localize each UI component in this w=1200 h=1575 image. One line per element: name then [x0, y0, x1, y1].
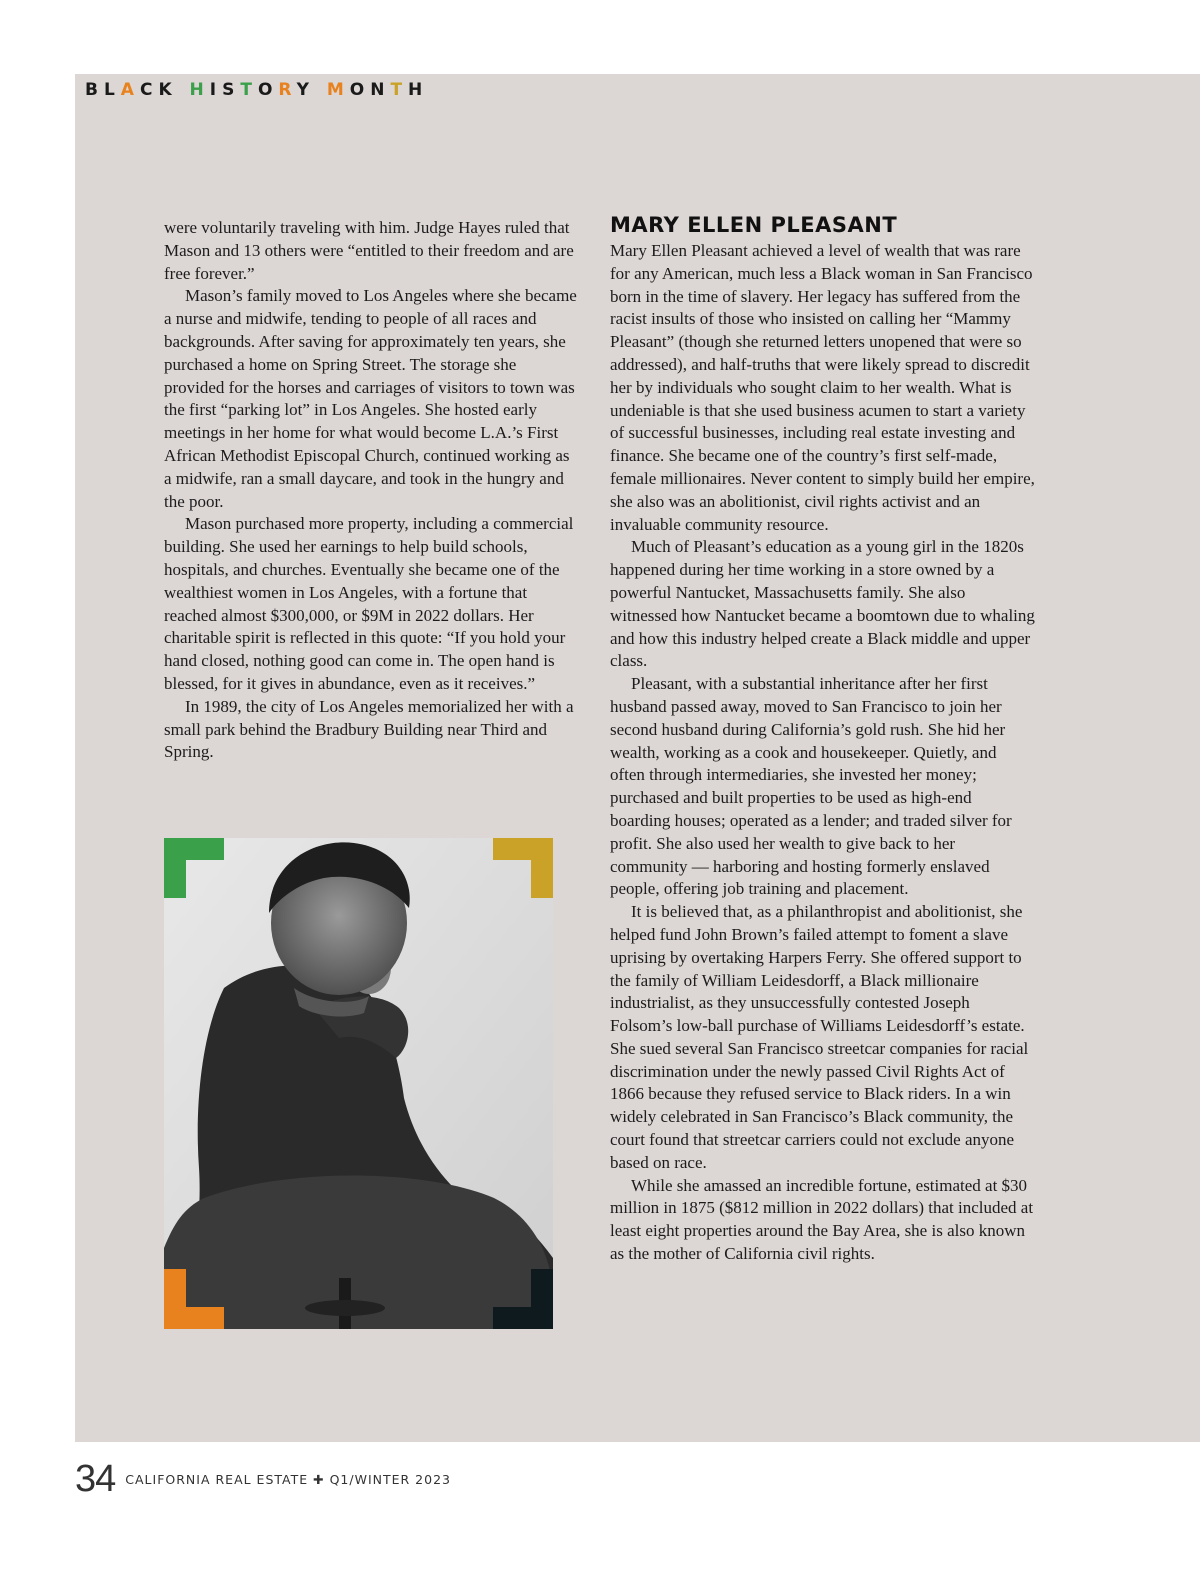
- paragraph: It is believed that, as a philanthropist and abolitionist, she helped fund John Brown’s failed attempt to foment a slave uprising by overtaking Harpers Ferry. She offered support to the family of William Leidesdorff, a Black millionaire industrialist, as they unsuccessfully contested Joseph Folsom’s low-ball purchase of Williams Leidesdorff’s estate. She sued several San Francisco streetcar companies for racial discrimination under the newly passed Civil Rights Act of 1866 because they refused service to Black riders. In a win widely celebrated in San Francisco’s Black community, the court found that streetcar carriers could not exclude anyone based on race.: [610, 902, 1029, 1172]
- paragraph: While she amassed an incredible fortune, estimated at $30 million in 1875 ($812 million in 2022 dollars) that included at least eight properties around the Bay Area, she is also known as the mother of California civil rights.: [610, 1175, 1034, 1264]
- left-column: [164, 217, 578, 764]
- publication-name: CALIFORNIA REAL ESTATE ✚ Q1/WINTER 2023: [125, 1472, 451, 1487]
- section-label-part: ON: [349, 80, 391, 100]
- article-heading: MARY ELLEN PLEASANT: [610, 213, 898, 237]
- paragraph: Mary Ellen Pleasant achieved a level of wealth that was rare for any American, much less a Black woman in San Francisco born in the time of slavery. Her legacy has suffered from the racist insults of those who insisted on calling her “Mammy Pleasant” (though she returned letters unopened that were so addressed), and half-truths that were likely spread to discredit her by individuals who sought claim to her wealth. What is undeniable is that she used business acumen to start a variety of successful businesses, including real estate investing and finance. She became one of the country’s first self-made, female millionaires. Never content to simply build her empire, she also was an abolitionist, civil rights activist and an invaluable community resource.: [610, 241, 1035, 534]
- paragraph: Much of Pleasant’s education as a young girl in the 1820s happened during her time working in a store owned by a powerful Nantucket, Massachusetts family. She also witnessed how Nantucket became a boomtown due to whaling and how this industry helped create a Black middle and upper class.: [610, 537, 1035, 671]
- paragraph: Mason purchased more property, including a commercial building. She used her earnings to help build schools, hospitals, and churches. Eventually she became one of the wealthiest women in Los Angeles, with a fortune that reached almost $300,000, or $9M in 2022 dollars. Her charitable spirit is reflected in this quote: “If you hold your hand closed, nothing good can come in. The open hand is blessed, for it gives in abundance, even as it receives.”: [164, 514, 574, 693]
- section-label-part: CK: [139, 80, 190, 100]
- section-label-part: R: [278, 80, 297, 100]
- section-label: [85, 80, 428, 100]
- corner-bracket-bottom-left: [164, 1269, 224, 1329]
- section-label-part: T: [240, 80, 258, 100]
- paragraph: were voluntarily traveling with him. Judge Hayes ruled that Mason and 13 others were “entitled to their freedom and are free forever.”: [164, 218, 574, 283]
- section-label-part: M: [326, 80, 350, 100]
- corner-bracket-top-right: [493, 838, 553, 898]
- page-footer: [75, 1458, 451, 1501]
- right-column: [610, 240, 1035, 1266]
- section-label-part: Y: [296, 80, 327, 100]
- paragraph: Pleasant, with a substantial inheritance after her first husband passed away, moved to San Francisco to join her second husband during California’s gold rush. She hid her wealth, working as a cook and housekeeper. Quietly, and often through intermediaries, she invested her money; purchased and built properties to be used as high-end boarding houses; operated as a lender; and traded silver for profit. She also used her wealth to give back to her community — harboring and hosting formerly enslaved people, offering job training and placement.: [610, 674, 1012, 899]
- section-label-part: IS: [209, 80, 241, 100]
- portrait-photo: [164, 838, 553, 1329]
- section-label-part: A: [120, 80, 140, 100]
- corner-bracket-top-left: [164, 838, 224, 898]
- section-label-part: T: [390, 80, 409, 100]
- page-number: 34: [75, 1458, 116, 1500]
- paragraph: Mason’s family moved to Los Angeles where she became a nurse and midwife, tending to people of all races and backgrounds. After saving for approximately ten years, she purchased a home on Spring Street. The storage she provided for the horses and carriages of visitors to town was the first “parking lot” in Los Angeles. She hosted early meetings in her home for what would become L.A.’s First African Methodist Episcopal Church, continued working as a midwife, ran a small daycare, and took in the hungry and the poor.: [164, 286, 577, 511]
- section-label-part: H: [408, 80, 429, 100]
- section-label-part: H: [189, 80, 210, 100]
- section-label-part: O: [257, 80, 279, 100]
- corner-bracket-bottom-right: [493, 1269, 553, 1329]
- paragraph: In 1989, the city of Los Angeles memorialized her with a small park behind the Bradbury Building near Third and Spring.: [164, 696, 574, 762]
- section-label-part: BL: [85, 80, 121, 100]
